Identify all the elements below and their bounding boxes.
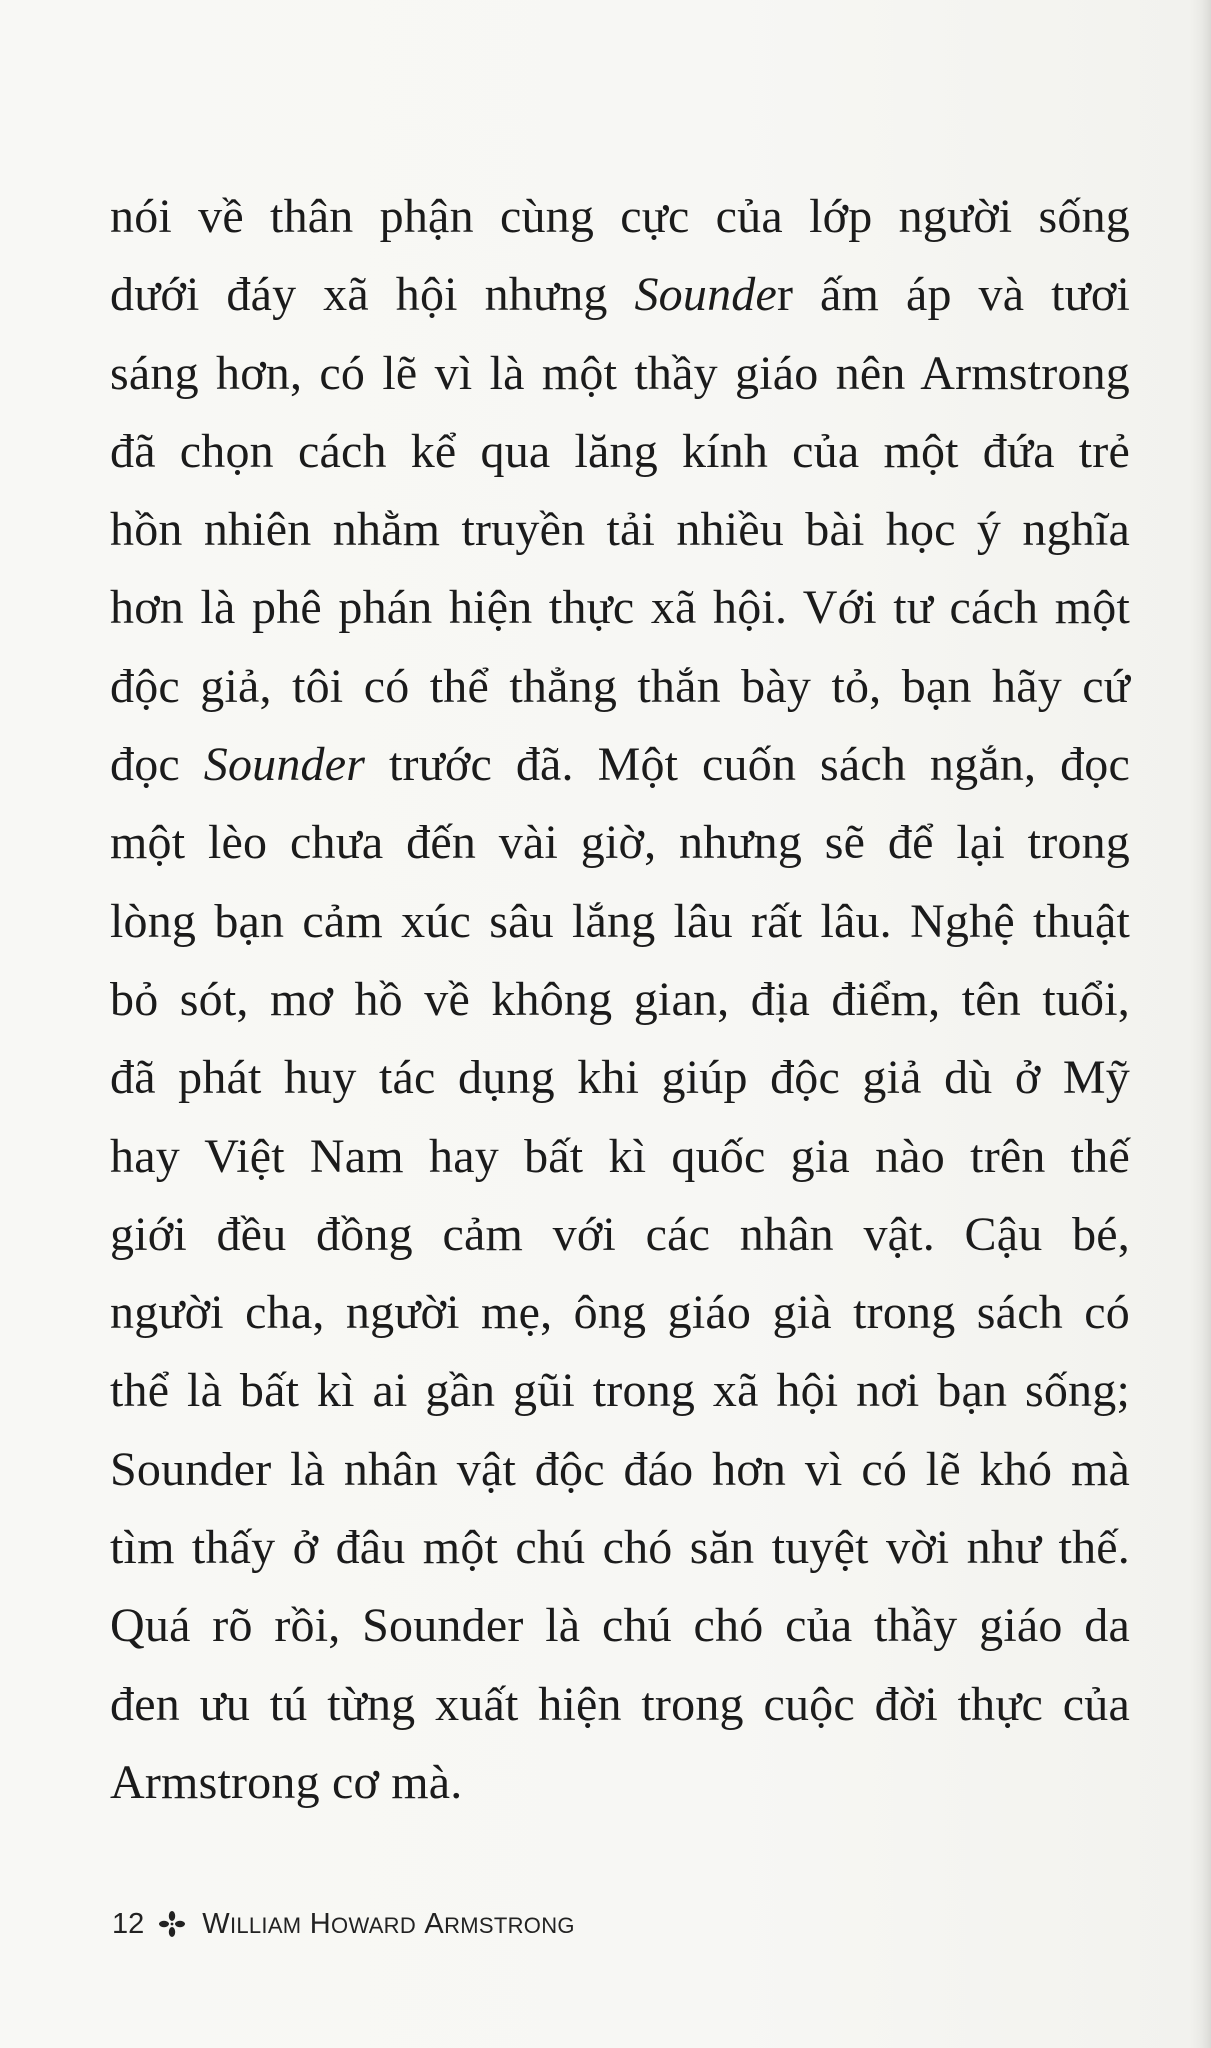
text-line: đã phát huy tác dụng khi giúp độc giả dù ở Mỹ — [110, 1051, 1130, 1105]
running-head-initial: H — [309, 1907, 332, 1940]
text-line: hay Việt Nam hay bất kì quốc gia nào trên thế — [110, 1129, 1130, 1183]
text-run: dưới đáy xã hội nhưng — [110, 268, 635, 322]
text-run: đọc — [110, 738, 204, 792]
text-line-last: Armstrong cơ mà. — [110, 1755, 463, 1809]
text-line: đen ưu tú từng xuất hiện trong cuộc đời thực của — [110, 1677, 1130, 1731]
running-head-initial: A — [424, 1907, 445, 1940]
page-number: 12 — [112, 1907, 145, 1940]
text-line: hồn nhiên nhằm truyền tải nhiều bài học ý nghĩa — [110, 503, 1130, 557]
floral-ornament-icon — [158, 1910, 186, 1938]
text-line: một lèo chưa đến vài giờ, nhưng sẽ để lại trong — [110, 816, 1130, 870]
text-line: đã chọn cách kể qua lăng kính của một đứa trẻ — [110, 424, 1130, 478]
text-line — [110, 256, 1130, 334]
book-title-italic: Sounde — [634, 268, 777, 322]
text-line: giới đều đồng cảm với các nhân vật. Cậu bé, — [110, 1207, 1130, 1261]
text-line: người cha, người mẹ, ông giáo già trong sách có — [110, 1286, 1130, 1340]
text-run: r ấm áp và tươi — [776, 268, 1130, 322]
text-run: trước đã. Một cuốn sách ngắn, đọc — [365, 738, 1130, 792]
book-title-italic: Sounder — [203, 738, 366, 792]
running-head-smallcaps: OWARD — [331, 1912, 417, 1938]
text-line: Sounder là nhân vật độc đáo hơn vì có lẽ khó mà — [110, 1442, 1130, 1496]
text-line: tìm thấy ở đâu một chú chó săn tuyệt vời như thế. — [110, 1521, 1130, 1575]
text-line: nói về thân phận cùng cực của lớp người sống — [110, 190, 1130, 243]
running-head-initial: W — [202, 1907, 230, 1940]
running-head-smallcaps: RMSTRONG — [444, 1912, 575, 1938]
text-line — [110, 726, 1130, 804]
text-line: Quá rõ rồi, Sounder là chú chó của thầy giáo da — [110, 1599, 1130, 1653]
page-footer — [112, 1902, 575, 1946]
text-line: độc giả, tôi có thể thẳng thắn bày tỏ, bạn hãy cứ — [110, 659, 1130, 713]
floral-ornament-icon-svg — [158, 1910, 186, 1938]
text-line: lòng bạn cảm xúc sâu lắng lâu rất lâu. Nghệ thuật — [110, 894, 1130, 948]
text-line: thể là bất kì ai gần gũi trong xã hội nơi bạn sống; — [110, 1364, 1130, 1418]
running-head-smallcaps: ILLIAM — [229, 1912, 302, 1938]
text-line: sáng hơn, có lẽ vì là một thầy giáo nên Armstrong — [110, 346, 1130, 400]
page-edge-shadow — [1189, 0, 1211, 2048]
running-head-author — [202, 1908, 575, 1941]
body-text — [110, 178, 1130, 1822]
text-line: hơn là phê phán hiện thực xã hội. Với tư cách một — [110, 581, 1130, 635]
text-line: bỏ sót, mơ hồ về không gian, địa điểm, tên tuổi, — [110, 972, 1130, 1026]
